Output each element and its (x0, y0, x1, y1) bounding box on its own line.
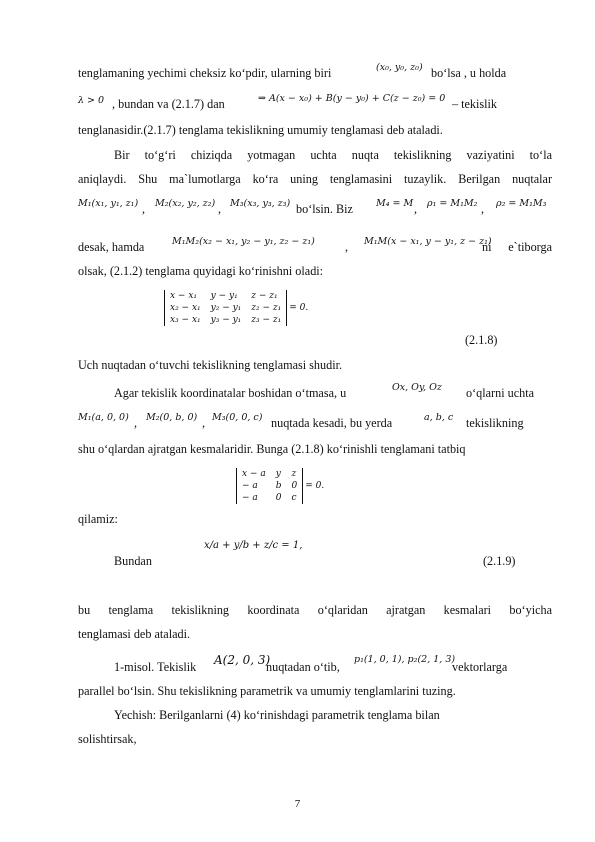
text-line: – tekislik (452, 97, 498, 111)
text-line: Uch nuqtadan o‘tuvchi tekislikning tenglamasi shudir. (78, 358, 343, 372)
text-line: nuqtadan o‘tib, (266, 660, 340, 674)
formula: M₁(a, 0, 0) (78, 412, 129, 423)
formula: (x₀, y₀, z₀) (376, 62, 423, 73)
text-line: , (218, 202, 222, 216)
text-line: , bundan va (2.1.7) dan (112, 97, 225, 111)
formula: Ox, Oy, Oz (392, 382, 442, 393)
formula: M₂(0, b, 0) (146, 412, 198, 423)
text-line: solishtirsak, (78, 732, 137, 746)
formula: M₁M₂(x₂ − x₁, y₂ − y₁, z₂ − z₁) (172, 236, 315, 247)
formula: p₁(1, 0, 1), p₂(2, 1, 3) (354, 654, 456, 665)
text-line: nuqtada kesadi, bu yerda (271, 416, 393, 430)
text-line: 1-misol. Tekislik (114, 660, 197, 674)
formula: M₁M(x − x₁, y − y₁, z − z₁) (364, 236, 492, 247)
text-line: Bundan (114, 554, 152, 568)
text-line: o‘qlarni uchta (466, 386, 535, 400)
text-line: , (134, 416, 138, 430)
equation-number: (2.1.9) (483, 554, 516, 568)
formula: A(2, 0, 3) (214, 653, 271, 667)
text-line: ni e`tiborga (482, 240, 552, 254)
text-line: , (345, 240, 349, 254)
text-line: qilamiz: (78, 512, 118, 526)
text-line: bo‘lsa , u holda (431, 66, 507, 80)
formula: M₁(x₁, y₁, z₁) (78, 198, 139, 209)
text-line: desak, hamda (78, 240, 145, 254)
formula: ⇒ A(x − x₀) + B(y − y₀) + C(z − z₀) = 0 (258, 93, 446, 104)
text-line: bo‘lsin. Biz (296, 202, 353, 216)
formula: a, b, c (424, 412, 454, 423)
text-line: olsak, (2.1.2) tenglama quyidagi ko‘rinishni oladi: (78, 264, 324, 278)
text-line: , (481, 202, 485, 216)
text-line: Bir to‘g‘ri chiziqda yotmagan uchta nuqta tekislikning vaziyatini to‘la (114, 148, 552, 162)
text-line: parallel bo‘lsin. Shu tekislikning parametrik va umumiy tenglamlarini tuzing. (78, 684, 456, 698)
equation-number: (2.1.8) (465, 333, 498, 347)
text-line: tekislikning (466, 416, 524, 430)
determinant-formula: x − x₁ y − y₁ z − z₁ x₂ − x₁ y₂ − y₁ z₂ − z₁ x₃ − x₁ y₃ − y₁ z₃ − z₁ = 0. (164, 290, 313, 326)
formula: x/a + y/b + z/c = 1, (204, 540, 303, 551)
text-line: aniqlaydi. Shu ma`lumotlarga ko‘ra uning tenglamasini tuzaylik. Berilgan nuqtalar (78, 172, 552, 186)
formula: M₄ = M (376, 198, 414, 209)
text-line: tenglanasidir.(2.1.7) tenglama tekislikning umumiy tenglamasi deb ataladi. (78, 123, 443, 137)
text-line: Yechish: Berilganlarni (4) ko‘rinishdagi parametrik tenglama bilan (114, 708, 440, 722)
text-line: vektorlarga (452, 660, 508, 674)
text-line: bu tenglama tekislikning koordinata o‘qlaridan ajratgan kesmalari bo‘yicha (78, 603, 552, 617)
formula: M₂(x₂, y₂, z₂) (155, 198, 216, 209)
text-line: , (414, 202, 418, 216)
text-line: shu o‘qlardan ajratgan kesmalaridir. Bunga (2.1.8) ko‘rinishli tenglamani tatbiq (78, 442, 466, 456)
text-line: tenglamaning yechimi cheksiz ko‘pdir, ularning biri (78, 66, 332, 80)
text-line: Agar tekislik koordinatalar boshidan o‘tmasa, u (114, 386, 347, 400)
formula: M₃(0, 0, c) (212, 412, 263, 423)
text-line: tenglamasi deb ataladi. (78, 627, 191, 641)
text-line: , (142, 202, 146, 216)
formula: ρ₂ = M₁M₃ (496, 198, 547, 209)
formula: M₃(x₃, y₃, z₃) (230, 198, 291, 209)
page-number: 7 (294, 798, 301, 810)
determinant-formula: x − a y z − a b 0 − a 0 c = 0. (236, 468, 329, 504)
formula: λ > 0 (78, 95, 105, 106)
text-line: , (202, 416, 206, 430)
formula: ρ₁ = M₁M₂ (427, 198, 478, 209)
